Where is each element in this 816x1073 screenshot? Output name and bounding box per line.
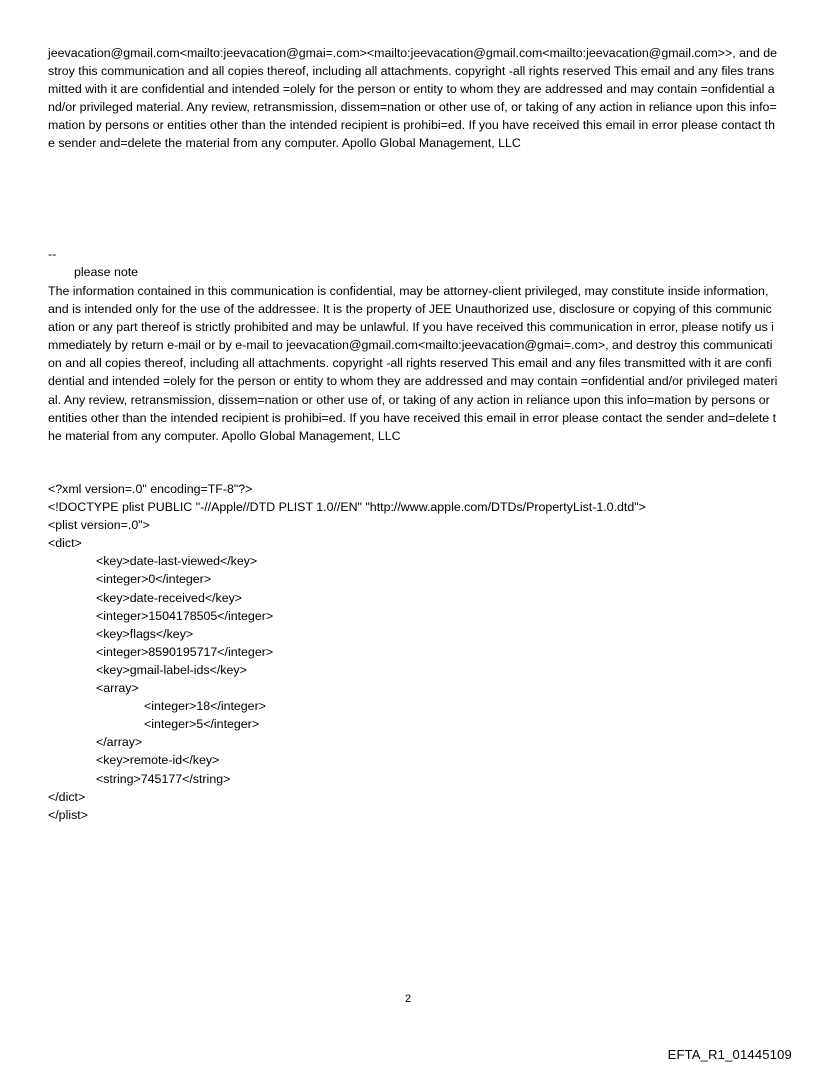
plist-xml-block <box>48 480 646 824</box>
xml-doctype: <!DOCTYPE plist PUBLIC "-//Apple//DTD PLIST 1.0//EN" "http://www.apple.com/DTDs/PropertyList-1.0.dtd"> <box>48 500 646 515</box>
xml-key-remote-id: <key>remote-id</key> <box>96 753 220 768</box>
xml-declaration: <?xml version=.0" encoding=TF-8"?> <box>48 482 253 496</box>
note-heading: please note <box>74 265 139 279</box>
xml-value-remote-id: <string>745177</string> <box>96 771 231 786</box>
xml-plist-open: <plist version=.0"> <box>48 518 150 533</box>
xml-dict-open: <dict> <box>48 536 82 551</box>
xml-key-flags: <key>flags</key> <box>96 626 194 641</box>
xml-plist-close: </plist> <box>48 807 88 822</box>
xml-value-date-received: <integer>1504178505</integer> <box>96 608 274 623</box>
page-number: 2 <box>404 993 412 1005</box>
xml-dict-close: </dict> <box>48 789 86 804</box>
separator-dashes: -- <box>48 247 57 261</box>
xml-key-gmail-label-ids: <key>gmail-label-ids</key> <box>96 662 247 677</box>
xml-key-date-received: <key>date-received</key> <box>96 590 243 605</box>
xml-key-date-last-viewed: <key>date-last-viewed</key> <box>96 554 258 569</box>
xml-value-date-last-viewed: <integer>0</integer> <box>96 572 212 587</box>
xml-array-open: <array> <box>96 681 139 696</box>
xml-array-item-2: <integer>5</integer> <box>144 717 260 732</box>
xml-value-flags: <integer>8590195717</integer> <box>96 644 274 659</box>
disclaimer-paragraph-1: jeevacation@gmail.com<mailto:jeevacation@gmai=.com><mailto:jeevacation@gmail.com<mailto:jeevacation@gmail.com>>, and destroy this communication and all copies thereof, including all attachments. copyright -all rights reserved This email and any files transmitted with it are confidential and intended =olely for the person or entity to whom they are addressed and may contain =onfidential and/or privileged material. Any review, retransmission, dissem=nation or other use of, or taking of any action in reliance upon this info=mation by persons or entities other than the intended recipient is prohibi=ed. If you have received this email in error please contact the sender and=delete the material from any computer. Apollo Global Management, LLC <box>48 46 778 151</box>
xml-array-item-1: <integer>18</integer> <box>144 699 266 714</box>
disclaimer-paragraph-2: The information contained in this communication is confidential, may be attorney-client privileged, may constitute inside information, and is intended only for the use of the addressee. It is the property of JEE Unauthorized use, disclosure or copying of this communication or any part thereof is strictly prohibited and may be unlawful. If you have received this communication in error, please notify us immediately by return e-mail or by e-mail to jeevacation@gmail.com<mailto:jeevacation@gmai=.com>, and destroy this communication and all copies thereof, including all attachments. copyright -all rights reserved This email and any files transmitted with it are confidential and intended =olely for the person or entity to whom they are addressed and may contain =onfidential and/or privileged material. Any review, retransmission, dissem=nation or other use of, or taking of any action in reliance upon this info=mation by persons or entities other than the intended recipient is prohibi=ed. If you have received this email in error please contact the sender and=delete the material from any computer. Apollo Global Management, LLC <box>48 284 778 443</box>
xml-array-close: </array> <box>96 735 143 750</box>
document-id-footer: EFTA_R1_01445109 <box>667 1047 792 1062</box>
